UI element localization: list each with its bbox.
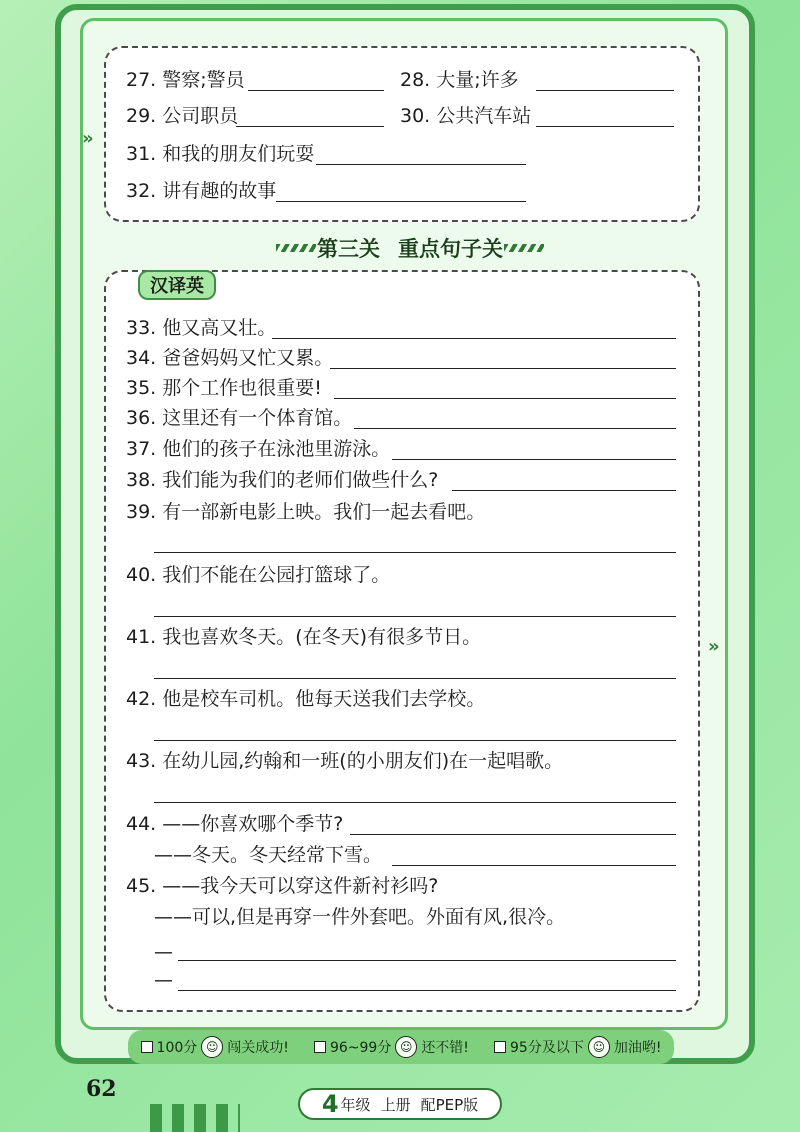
sentence-40: 40. 我们不能在公园打篮球了。 (126, 564, 391, 586)
smile-face-icon: ☺ (201, 1036, 223, 1058)
score-label: 96~99分 (329, 1040, 392, 1056)
sentence-34: 34. 爸爸妈妈又忙又累。 (126, 347, 334, 369)
edition: 配PEP版 (420, 1095, 479, 1114)
score-note: 加油哟! (613, 1040, 662, 1056)
score-label: 100分 (156, 1040, 198, 1056)
footer-stripes (150, 1104, 240, 1132)
answer-blank-41[interactable] (154, 678, 676, 679)
item-28: 28. 大量;许多 (400, 69, 519, 91)
item-29: 29. 公司职员 (126, 105, 239, 127)
answer-blank-30[interactable] (536, 126, 674, 127)
neutral-face-icon: ☺ (395, 1036, 417, 1058)
score-bar (128, 1030, 674, 1064)
sentence-36: 36. 这里还有一个体育馆。 (126, 407, 353, 429)
sentence-41: 41. 我也喜欢冬天。(在冬天)有很多节日。 (126, 626, 482, 648)
checkbox-icon[interactable] (314, 1041, 326, 1053)
sentence-38: 38. 我们能为我们的老师们做些什么? (126, 469, 439, 491)
answer-blank-34[interactable] (330, 368, 676, 369)
sentence-44b: ——冬天。冬天经常下雪。 (154, 844, 383, 866)
answer-blank-45b[interactable] (178, 990, 676, 991)
item-27: 27. 警察;警员 (126, 69, 245, 91)
sentence-37: 37. 他们的孩子在泳池里游泳。 (126, 438, 391, 460)
section-title (284, 232, 536, 264)
sentence-45a: 45. ——我今天可以穿这件新衬衫吗? (126, 875, 439, 897)
item-30: 30. 公共汽车站 (400, 105, 532, 127)
score-note: 还不错! (421, 1040, 469, 1056)
sentence-42: 42. 他是校车司机。他每天送我们去学校。 (126, 688, 486, 710)
answer-blank-37[interactable] (392, 459, 676, 460)
item-31: 31. 和我的朋友们玩耍 (126, 143, 315, 165)
checkbox-icon[interactable] (494, 1041, 506, 1053)
answer-blank-35[interactable] (334, 398, 676, 399)
chevron-right-icon: » (708, 636, 720, 657)
answer-blank-28[interactable] (536, 90, 674, 91)
term: 上册 (380, 1095, 411, 1114)
sentence-39: 39. 有一部新电影上映。我们一起去看吧。 (126, 501, 486, 523)
answer-blank-44a[interactable] (350, 834, 676, 835)
cheer-face-icon: ☺ (588, 1036, 610, 1058)
answer-blank-39[interactable] (154, 552, 676, 553)
exercise-tag: 汉译英 (138, 270, 216, 300)
score-option[interactable] (494, 1036, 661, 1058)
answer-blank-42[interactable] (154, 740, 676, 741)
chevron-left-icon: » (82, 128, 94, 149)
score-note: 闯关成功! (227, 1040, 289, 1056)
grade-suffix: 年级 (340, 1095, 371, 1114)
answer-blank-27[interactable] (248, 90, 384, 91)
sentence-45b: ——可以,但是再穿一件外套吧。外面有风,很冷。 (154, 906, 566, 928)
answer-blank-43[interactable] (154, 802, 676, 803)
dialogue-dash: — (154, 969, 173, 991)
sentence-44a: 44. ——你喜欢哪个季节? (126, 813, 344, 835)
book-info (298, 1088, 502, 1120)
answer-blank-44b[interactable] (392, 865, 676, 866)
stripe-decoration (276, 244, 316, 252)
answer-blank-36[interactable] (354, 428, 676, 429)
sentence-35: 35. 那个工作也很重要! (126, 377, 322, 399)
answer-blank-45a[interactable] (178, 960, 676, 961)
stripe-decoration (504, 244, 544, 252)
checkbox-icon[interactable] (141, 1041, 153, 1053)
answer-blank-40[interactable] (154, 616, 676, 617)
dialogue-dash: — (154, 941, 173, 963)
score-label: 95分及以下 (510, 1040, 584, 1056)
sentence-33: 33. 他又高又壮。 (126, 317, 277, 339)
item-32: 32. 讲有趣的故事 (126, 180, 277, 202)
answer-blank-32[interactable] (276, 201, 526, 202)
section-title-b: 重点句子关 (398, 237, 503, 261)
sentence-43: 43. 在幼儿园,约翰和一班(的小朋友们)在一起唱歌。 (126, 750, 564, 772)
answer-blank-33[interactable] (272, 338, 676, 339)
score-option[interactable] (314, 1036, 469, 1058)
answer-blank-29[interactable] (236, 126, 384, 127)
score-option[interactable] (141, 1036, 289, 1058)
grade-number: 4 (321, 1090, 339, 1118)
page-number: 62 (86, 1076, 117, 1102)
answer-blank-38[interactable] (452, 490, 676, 491)
section-title-a: 第三关 (317, 237, 380, 261)
answer-blank-31[interactable] (316, 164, 526, 165)
